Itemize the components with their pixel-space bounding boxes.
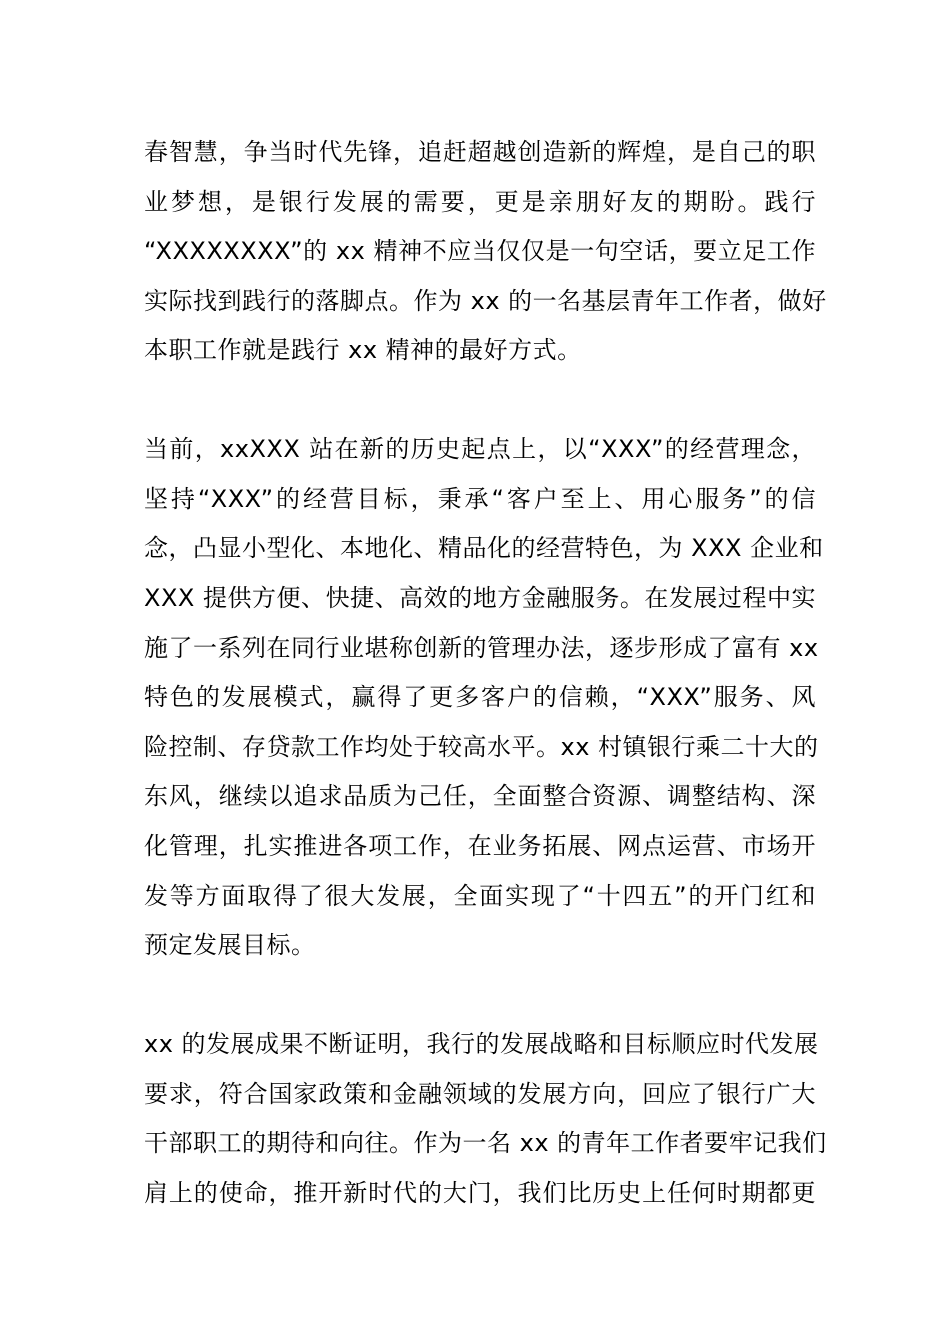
paragraph-2-line-4: XXX 提供方便、快捷、高效的地方金融服务。在发展过程中实: [144, 584, 816, 612]
paragraph-3-line-2: 要求，符合国家政策和金融领域的发展方向，回应了银行广大: [144, 1080, 816, 1108]
paragraph-1-line-3: “XXXXXXXX”的 xx 精神不应当仅仅是一句空话，要立足工作: [144, 237, 816, 265]
paragraph-1-line-2: 业梦想，是银行发展的需要，更是亲朋好友的期盼。践行: [144, 188, 816, 216]
paragraph-1-line-4: 实际找到践行的落脚点。作为 xx 的一名基层青年工作者，做好: [144, 287, 827, 315]
paragraph-3-line-3: 干部职工的期待和向往。作为一名 xx 的青年工作者要牢记我们: [144, 1129, 827, 1157]
paragraph-2-line-7: 险控制、存贷款工作均处于较高水平。xx 村镇银行乘二十大的: [144, 733, 819, 761]
paragraph-3-line-1: xx 的发展成果不断证明，我行的发展战略和目标顺应时代发展: [144, 1030, 819, 1058]
paragraph-2-line-11: 预定发展目标。: [144, 931, 316, 959]
paragraph-2-line-2: 坚持“XXX”的经营目标，秉承“客户至上、用心服务”的信: [144, 485, 816, 513]
paragraph-2-line-8: 东风，继续以追求品质为己任，全面整合资源、调整结构、深: [144, 782, 816, 810]
paragraph-1-line-1: 春智慧，争当时代先锋，追赶超越创造新的辉煌，是自己的职: [144, 138, 816, 166]
paragraph-2-line-3: 念，凸显小型化、本地化、精品化的经营特色，为 XXX 企业和: [144, 534, 824, 562]
paragraph-2-line-5: 施了一系列在同行业堪称创新的管理办法，逐步形成了富有 xx: [144, 634, 819, 662]
paragraph-2-line-6: 特色的发展模式，赢得了更多客户的信赖，“XXX”服务、风: [144, 683, 816, 711]
paragraph-2-line-1: 当前，xxXXX 站在新的历史起点上，以“XXX”的经营理念，: [144, 435, 816, 463]
paragraph-3-line-4: 肩上的使命，推开新时代的大门，我们比历史上任何时期都更: [144, 1179, 816, 1207]
paragraph-2-line-9: 化管理，扎实推进各项工作，在业务拓展、网点运营、市场开: [144, 832, 816, 860]
paragraph-2-line-10: 发等方面取得了很大发展，全面实现了“十四五”的开门红和: [144, 882, 816, 910]
paragraph-1-line-5: 本职工作就是践行 xx 精神的最好方式。: [144, 336, 582, 364]
